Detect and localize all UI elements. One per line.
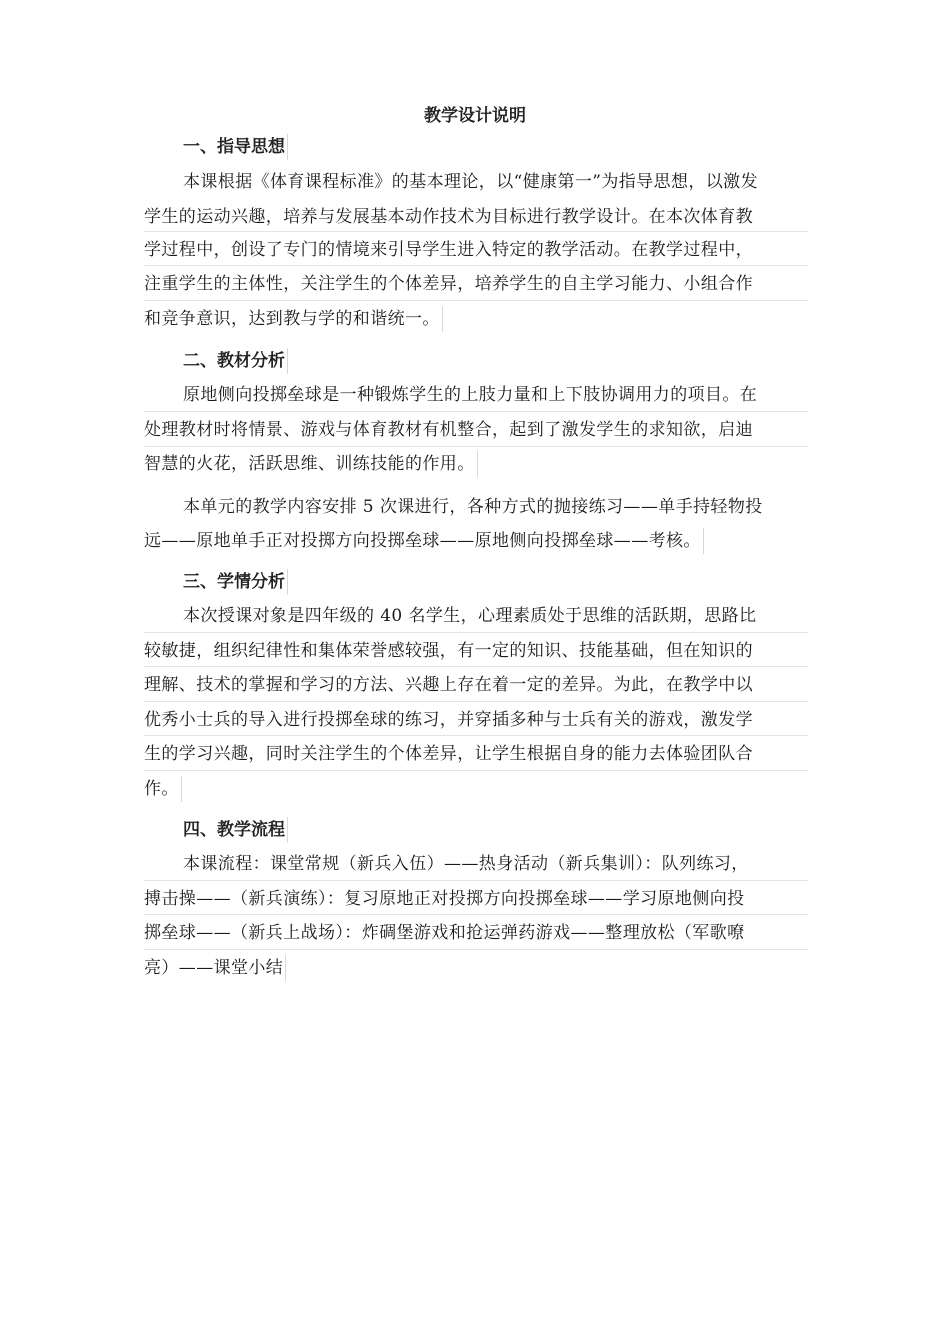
section-2-para-2-line-1: 本单元的教学内容安排 5 次课进行，各种方式的抛接练习——单手持轻物投 — [183, 497, 763, 517]
section-2-para-1-line-2: 处理教材时将情景、游戏与体育教材有机整合，起到了激发学生的求知欲，启迪 — [144, 420, 753, 440]
section-4-para-1-line-2: 搏击操——（新兵演练）：复习原地正对投掷方向投掷垒球——学习原地侧向投 — [144, 889, 745, 909]
section-2-para-1-line-3: 智慧的火花，活跃思维、训练技能的作用。 — [144, 451, 478, 477]
section-4-para-1-line-3: 掷垒球——（新兵上战场）：炸碉堡游戏和抢运弹药游戏——整理放松（军歌嘹 — [144, 923, 745, 943]
section-1-heading: 一、指导思想 — [183, 134, 288, 160]
frame-guide-line — [144, 735, 808, 736]
frame-guide-line — [144, 231, 808, 232]
section-4-para-1-line-4: 亮）——课堂小结 — [144, 955, 286, 981]
frame-guide-line — [144, 632, 808, 633]
section-3-para-1-line-4: 优秀小士兵的导入进行投掷垒球的练习，并穿插多种与士兵有关的游戏，激发学 — [144, 710, 753, 730]
frame-guide-line — [144, 914, 808, 915]
frame-guide-line — [144, 880, 808, 881]
document-title: 教学设计说明 — [424, 106, 526, 126]
section-3-para-1-line-3: 理解、技术的掌握和学习的方法、兴趣上存在着一定的差异。为此，在教学中以 — [144, 675, 753, 695]
section-3-para-1-line-5: 生的学习兴趣，同时关注学生的个体差异，让学生根据自身的能力去体验团队合 — [144, 744, 753, 764]
section-1-para-1-line-2: 学生的运动兴趣，培养与发展基本动作技术为目标进行教学设计。在本次体育教 — [144, 207, 753, 227]
section-2-para-2-line-2: 远——原地单手正对投掷方向投掷垒球——原地侧向投掷垒球——考核。 — [144, 528, 704, 554]
frame-guide-line — [144, 949, 808, 950]
section-2-para-1-line-1: 原地侧向投掷垒球是一种锻炼学生的上肢力量和上下肢协调用力的项目。在 — [183, 385, 758, 405]
frame-guide-line — [144, 666, 808, 667]
section-3-para-1-line-1: 本次授课对象是四年级的 40 名学生，心理素质处于思维的活跃期，思路比 — [183, 606, 757, 626]
frame-guide-line — [144, 701, 808, 702]
section-3-para-1-line-6: 作。 — [144, 776, 182, 802]
section-1-para-1-line-3: 学过程中，创设了专门的情境来引导学生进入特定的教学活动。在教学过程中， — [144, 240, 753, 260]
section-3-heading: 三、学情分析 — [183, 569, 288, 595]
frame-guide-line — [144, 411, 808, 412]
section-4-para-1-line-1: 本课流程：课堂常规（新兵入伍）——热身活动（新兵集训）：队列练习， — [183, 854, 749, 874]
frame-guide-line — [144, 446, 808, 447]
section-2-heading: 二、教材分析 — [183, 348, 288, 374]
section-3-para-1-line-2: 较敏捷，组织纪律性和集体荣誉感较强，有一定的知识、技能基础，但在知识的 — [144, 641, 753, 661]
section-1-para-1-line-1: 本课根据《体育课程标准》的基本理论，以“健康第一”为指导思想，以激发 — [183, 172, 758, 192]
section-1-para-1-line-4: 注重学生的主体性，关注学生的个体差异，培养学生的自主学习能力、小组合作 — [144, 274, 753, 294]
frame-guide-line — [144, 770, 808, 771]
frame-guide-line — [144, 300, 808, 301]
section-1-para-1-line-5: 和竞争意识，达到教与学的和谐统一。 — [144, 306, 443, 332]
frame-guide-line — [144, 265, 808, 266]
section-4-heading: 四、教学流程 — [183, 817, 288, 843]
